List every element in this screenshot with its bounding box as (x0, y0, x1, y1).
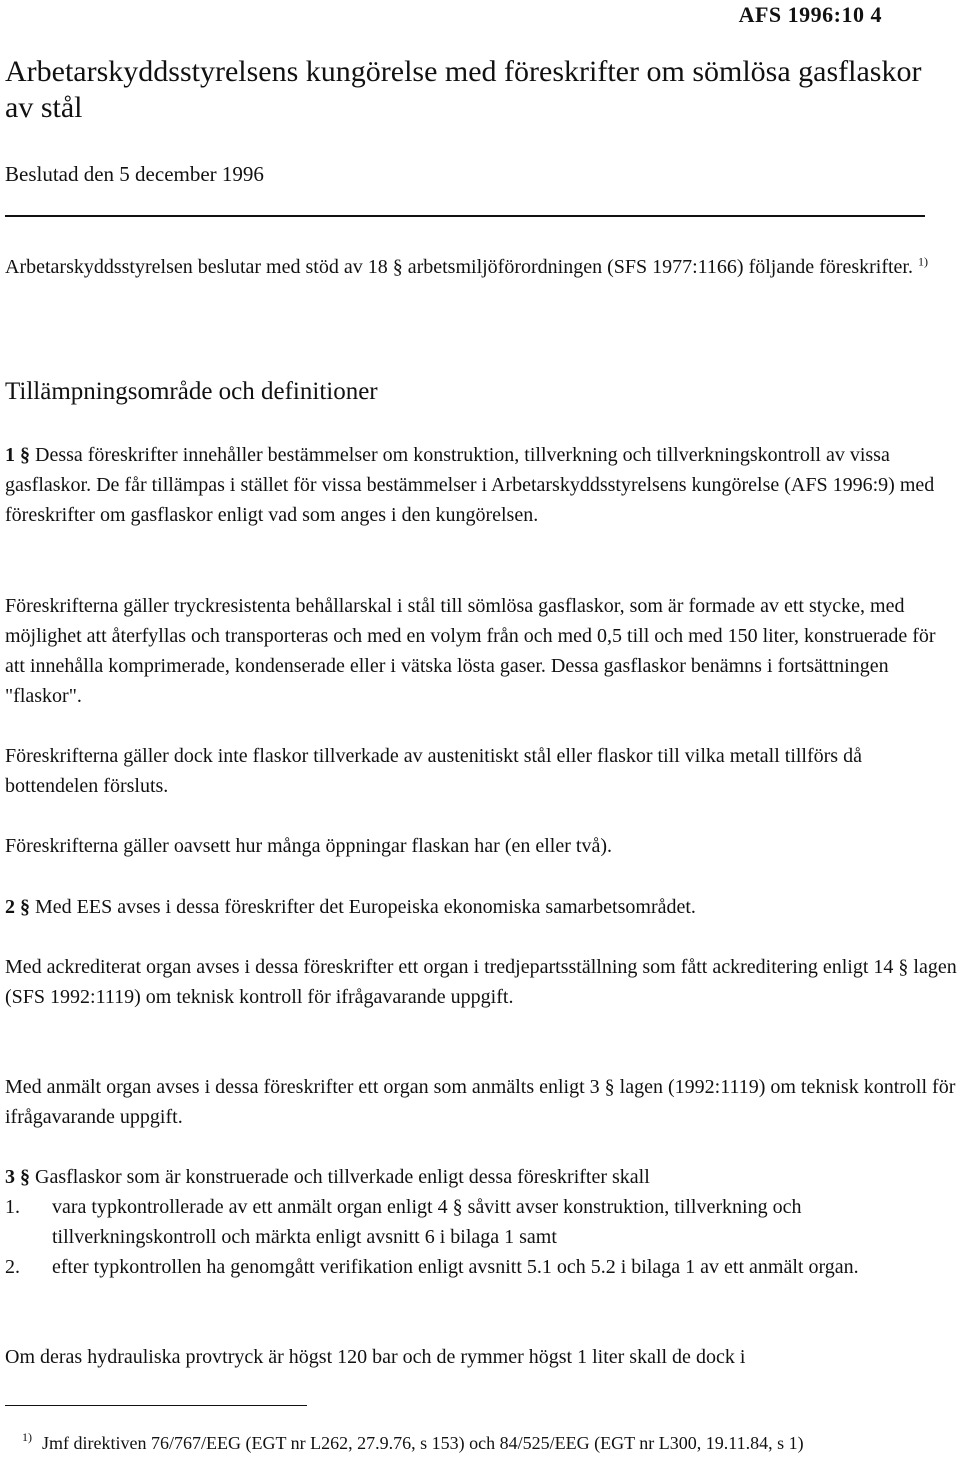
section-2-text-1: Med EES avses i dessa föreskrifter det Europeiska ekonomiska samarbetsområdet. (35, 896, 696, 918)
section-3-intro-text: Gasflaskor som är konstruerade och tillverkade enligt dessa föreskrifter skall (35, 1166, 650, 1188)
section-heading: Tillämpningsområde och definitioner (5, 378, 378, 405)
section-3-continuation: Om deras hydrauliska provtryck är högst 120 bar och de rymmer högst 1 liter skall de dock i (5, 1346, 746, 1368)
list-item (5, 1252, 957, 1282)
section-3-intro (5, 1162, 957, 1192)
section-1-text-1: Dessa föreskrifter innehåller bestämmelser om konstruktion, tillverkning och tillverkningskontroll av vissa gasflaskor. De får tillämpas i stället för vissa bestämmelser i Arbetarskyddsstyrelsens kungörelse (AFS 1996:9) med föreskrifter om gasflaskor enligt vad som anges i den kungörelsen. (5, 444, 935, 526)
list-item-marker: 2. (5, 1256, 20, 1278)
footnote-divider (5, 1405, 307, 1406)
section-2-paragraph-2: Med ackrediterat organ avses i dessa föreskrifter ett organ i tredjepartsställning som fått ackreditering enligt 14 § lagen (SFS 1992:1119) om teknisk kontroll för ifrågavarande uppgift. (5, 956, 957, 1008)
section-3-number: 3 § (5, 1166, 30, 1188)
section-1-paragraph-2: Föreskrifterna gäller tryckresistenta behållarskal i stål till sömlösa gasflaskor, som är formade av ett stycke, med möjlighet att återfyllas och transporteras och med en volym från och med 0,5 till och med 150 liter, konstruerade för att innehålla komprimerade, kondenserade eller i vätska lösta gaser. Dessa gasflaskor benämns i fortsättningen "flaskor". (5, 595, 936, 707)
document-title: Arbetarskyddsstyrelsens kungörelse med föreskrifter om sömlösa gasflaskor av stål (5, 55, 922, 124)
list-item-marker: 1. (5, 1196, 20, 1218)
section-2-paragraph-3: Med anmält organ avses i dessa föreskrifter ett organ som anmälts enligt 3 § lagen (1992:1119) om teknisk kontroll för ifrågavarande uppgift. (5, 1076, 956, 1128)
section-2-number: 2 § (5, 896, 30, 918)
intro-text: Arbetarskyddsstyrelsen beslutar med stöd av 18 § arbetsmiljöförordningen (SFS 1977:1166) följande föreskrifter. (5, 256, 913, 278)
document-reference: AFS 1996:10 4 (738, 2, 882, 27)
section-2-paragraph-1 (5, 892, 957, 922)
footnote-marker: 1) (22, 1430, 32, 1444)
footnote-reference[interactable]: 1) (917, 254, 928, 269)
title-divider (5, 215, 925, 217)
footnote-text: Jmf direktiven 76/767/EEG (EGT nr L262, 27.9.76, s 153) och 84/525/EEG (EGT nr L300, 19.11.84, s 1) (42, 1433, 804, 1453)
section-1-paragraph-4: Föreskrifterna gäller oavsett hur många öppningar flaskan har (en eller två). (5, 835, 612, 857)
list-item-text: vara typkontrollerade av ett anmält organ enligt 4 § såvitt avser konstruktion, tillverkning och tillverkningskontroll och märkta enligt avsnitt 6 i bilaga 1 samt (52, 1196, 802, 1248)
intro-paragraph (5, 252, 957, 282)
list-item-text: efter typkontrollen ha genomgått verifikation enligt avsnitt 5.1 och 5.2 i bilaga 1 av ett anmält organ. (52, 1256, 859, 1278)
section-1-paragraph-3: Föreskrifterna gäller dock inte flaskor tillverkade av austenitiskt stål eller flaskor till vilka metall tillförs då bottendelen försluts. (5, 745, 862, 797)
footnote (22, 1431, 842, 1456)
list-item (5, 1192, 957, 1252)
section-1-number: 1 § (5, 444, 30, 466)
section-1-paragraph-1 (5, 440, 957, 530)
decision-date: Beslutad den 5 december 1996 (5, 162, 264, 186)
